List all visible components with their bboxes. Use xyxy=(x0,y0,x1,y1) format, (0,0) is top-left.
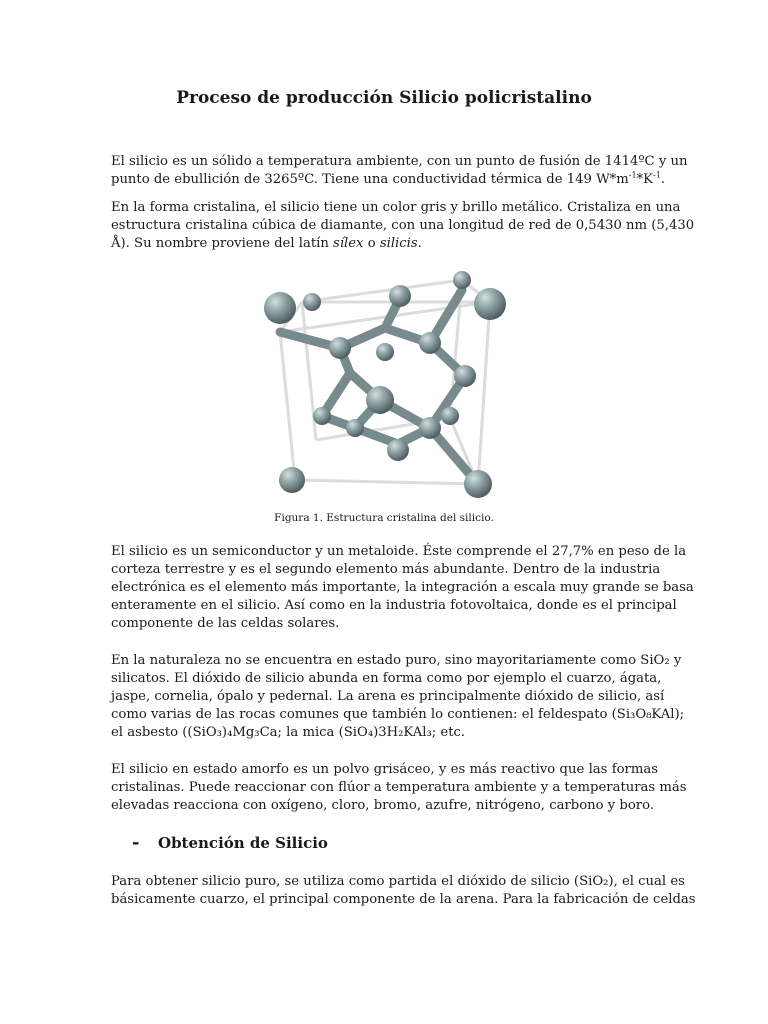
atom xyxy=(387,439,409,461)
document-title: Proceso de producción Silicio policristalino xyxy=(176,88,592,108)
text-line: estructura cristalina cúbica de diamante, con una longitud de red de 0,5430 nm (5,430 xyxy=(111,218,695,233)
atom xyxy=(453,271,471,289)
atom xyxy=(279,467,305,493)
atom xyxy=(313,407,331,425)
text-line: componente de las celdas solares. xyxy=(111,616,340,631)
atom xyxy=(376,343,394,361)
text-line: El silicio es un sólido a temperatura ambiente, con un punto de fusión de 1414ºC y un xyxy=(111,154,688,169)
section-heading xyxy=(132,832,328,853)
atom xyxy=(419,332,441,354)
text-line: básicamente cuarzo, el principal componente de la arena. Para la fabricación de celdas xyxy=(111,892,696,907)
text-line: silicatos. El dióxido de silicio abunda en forma como por ejemplo el cuarzo, ágata, xyxy=(111,671,662,686)
atom xyxy=(264,292,296,324)
atom xyxy=(303,293,321,311)
italic-term: silicis xyxy=(379,236,418,251)
text-span: o xyxy=(363,236,380,251)
text-line: En la naturaleza no se encuentra en estado puro, sino mayoritariamente como SiO₂ y xyxy=(111,653,682,668)
text-span: punto de ebullición de 3265ºC. Tiene una conductividad térmica de 149 W*m xyxy=(111,172,629,187)
text-span: . xyxy=(660,172,666,187)
atom xyxy=(454,365,476,387)
text-line: el asbesto ((SiO₃)₄Mg₃Ca; la mica (SiO₄)3H₂KAl₃; etc. xyxy=(111,725,466,740)
paragraph-nature xyxy=(111,652,685,742)
text-line: Para obtener silicio puro, se utiliza como partida el dióxido de silicio (SiO₂), el cual es xyxy=(111,874,685,889)
text-line xyxy=(111,235,658,253)
text-line: El silicio en estado amorfo es un polvo grisáceo, y es más reactivo que las formas xyxy=(111,762,658,777)
atom xyxy=(441,407,459,425)
italic-term: sílex xyxy=(333,236,364,251)
text-line xyxy=(111,170,666,189)
paragraph-obtaining xyxy=(111,873,696,909)
atom xyxy=(389,285,411,307)
atom xyxy=(366,386,394,414)
text-line: El silicio es un semiconductor y un metaloide. Éste comprende el 27,7% en peso de la xyxy=(111,544,687,559)
text-line: electrónica es el elemento más importante, la integración a escala muy grande se basa xyxy=(111,580,694,595)
silicon-crystal-structure-figure xyxy=(250,268,510,504)
text-line: jaspe, cornelia, ópalo y pedernal. La arena es principalmente dióxido de silicio, así xyxy=(111,689,665,704)
paragraph-crystal xyxy=(111,199,695,253)
text-line: como varias de las rocas comunes que también lo contienen: el feldespato (Si₃O₈KAl); xyxy=(111,707,685,722)
atom xyxy=(329,337,351,359)
text-span: *K xyxy=(636,172,654,187)
atom xyxy=(474,288,506,320)
paragraph-properties xyxy=(111,153,688,189)
paragraph-semiconductor xyxy=(111,543,694,633)
text-span: . xyxy=(417,236,422,251)
section-heading-text: Obtención de Silicio xyxy=(158,834,328,852)
superscript: -1 xyxy=(628,170,637,180)
text-span: Å). Su nombre proviene del latín xyxy=(111,236,334,251)
text-line: En la forma cristalina, el silicio tiene un color gris y brillo metálico. Cristaliza en una xyxy=(111,200,681,215)
atom xyxy=(464,470,492,498)
text-line: elevadas reacciona con oxígeno, cloro, bromo, azufre, nitrógeno, carbono y boro. xyxy=(111,798,654,813)
paragraph-amorphous xyxy=(111,761,687,815)
text-line: corteza terrestre y es el segundo elemento más abundante. Dentro de la industria xyxy=(111,562,661,577)
atom xyxy=(346,419,364,437)
section-bullet: - xyxy=(132,832,140,853)
text-line: enteramente en el silicio. Así como en la industria fotovoltaica, donde es el principal xyxy=(111,598,677,613)
figure-caption: Figura 1. Estructura cristalina del silicio. xyxy=(274,512,494,524)
superscript: -1 xyxy=(653,170,661,180)
text-line: cristalinas. Puede reaccionar con flúor a temperatura ambiente y a temperaturas más xyxy=(111,780,687,795)
atom xyxy=(419,417,441,439)
